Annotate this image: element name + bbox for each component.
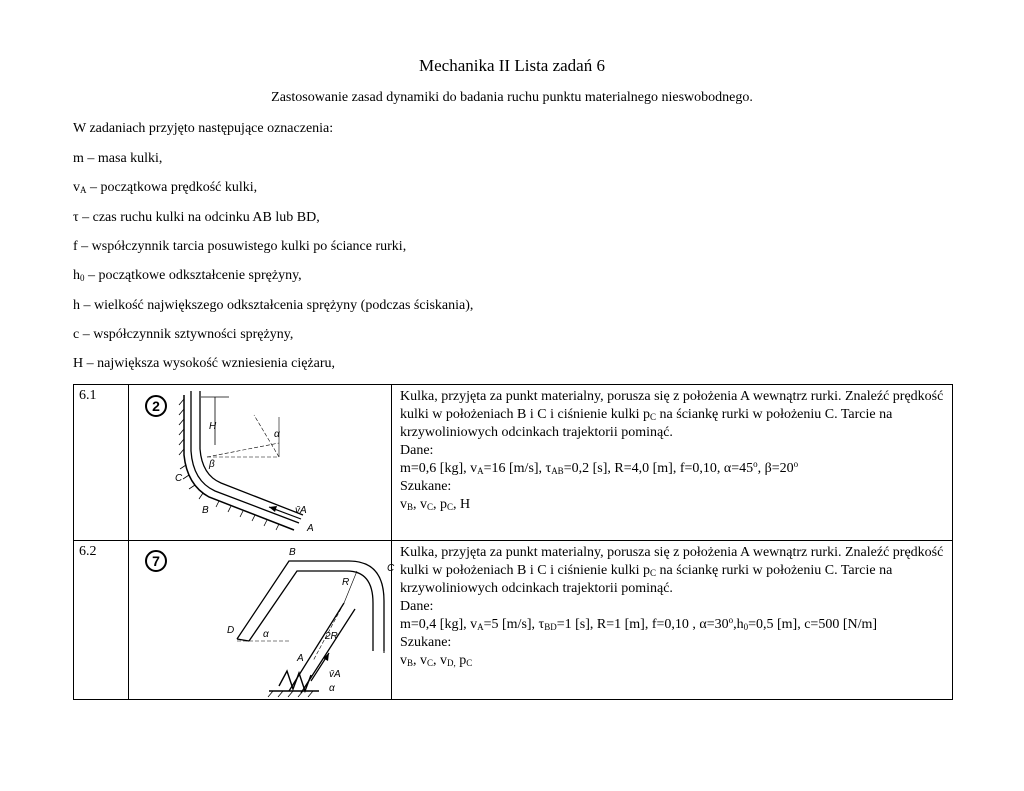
tube-inner-wall: [200, 391, 303, 515]
h0-subscript: 0: [80, 273, 85, 283]
statement-part2: na ściankę rurki w położeniu C. Tarcie na krzywoliniowych odcinkach trajektorii pominąć.: [400, 563, 893, 596]
dane-values: m=0,6 [kg], $v_A=16$ [m/s], $\tau_{AB}=0,2$ [s], R=4,0 [m], f=0,10, $\alpha=45^o$, $\beta=20^o$: [400, 459, 799, 476]
dane-label: Dane:: [400, 443, 434, 458]
figure-number: 7: [152, 553, 160, 569]
label-R: R: [342, 577, 350, 588]
label-vA: v̄A: [295, 505, 307, 516]
task-statement: [400, 388, 946, 442]
label-alpha: α: [274, 429, 280, 440]
statement-part2: na ściankę rurki w położeniu C. Tarcie na krzywoliniowych odcinkach trajektorii pominąć.: [400, 407, 893, 440]
label-D: D: [227, 625, 235, 636]
notation-m: m – masa kulki,: [73, 151, 163, 166]
label-H: H: [209, 421, 217, 432]
page-title: Mechanika II Lista zadań 6: [419, 56, 605, 75]
notation-h: h – wielkość największego odkształcenia sprężyny (podczas ściskania),: [73, 298, 474, 313]
tasks-table: [73, 384, 953, 700]
page-subtitle: Zastosowanie zasad dynamiki do badania ruchu punktu materialnego nieswobodnego.: [271, 90, 753, 105]
statement-part1: Kulka, przyjęta za punkt materialny, porusza się z położenia A wewnątrz rurki. Znaleźć prędkość kulki w położeniach B i C i ciśnienie kulki p: [400, 389, 944, 422]
task-figure: [129, 541, 395, 700]
notation-H: H – największa wysokość wzniesienia ciężaru,: [73, 356, 336, 371]
label-A: A: [307, 523, 314, 534]
tube-diagram-6-2: [129, 541, 395, 699]
notation-h0: [73, 268, 302, 284]
notation-c: c – współczynnik sztywności sprężyny,: [73, 327, 294, 342]
notation-f: f – współczynnik tarcia posuwistego kulki po ściance rurki,: [73, 239, 407, 254]
label-B: B: [289, 547, 296, 558]
label-alpha-base: α: [329, 683, 335, 694]
intro-lead: W zadaniach przyjęto następujące oznaczenia:: [73, 121, 334, 136]
task-number: 6.1: [74, 385, 129, 541]
label-B: B: [202, 505, 209, 516]
h0-description: – początkowe odkształcenie sprężyny,: [84, 268, 302, 283]
label-beta: β: [209, 459, 215, 470]
dane-label: Dane:: [400, 599, 434, 614]
radius-line: [207, 443, 279, 457]
szukane-values: $v_B$, $v_C$, $v_{D,}$ $p_C$: [400, 653, 473, 668]
vA-symbol: v: [73, 180, 80, 195]
task-row: [74, 541, 953, 700]
szukane-label: Szukane:: [400, 479, 452, 494]
velocity-arrowhead: [269, 506, 277, 512]
figure-number: 2: [152, 398, 160, 414]
tube-diagram-6-1: [129, 385, 391, 540]
label-C: C: [387, 563, 395, 574]
vA-subscript: A: [80, 185, 87, 195]
statement-sub: C: [650, 412, 657, 422]
szukane-values: $v_B$, $v_C$, $p_C$, H: [400, 497, 471, 512]
label-vA: v̄A: [329, 669, 341, 680]
h0-symbol: h: [73, 268, 80, 283]
vA-description: – początkowa prędkość kulki,: [86, 180, 258, 195]
notation-tau: τ – czas ruchu kulki na odcinku AB lub BD,: [73, 210, 320, 225]
task-text: [392, 541, 953, 700]
label-2R: 2R: [325, 631, 338, 642]
dane-values: m=0,4 [kg], $v_A=5$ [m/s], $\tau_{BD}=1$ [s], R=1 [m], f=0,10 , $\alpha=30^o,h_0=0,5$ [m], c=500 [N/m]: [400, 615, 878, 632]
task-figure: [129, 385, 392, 541]
szukane-label: Szukane:: [400, 635, 452, 650]
task-number: 6.2: [74, 541, 129, 700]
label-C: C: [175, 473, 183, 484]
statement-part1: Kulka, przyjęta za punkt materialny, porusza się z położenia A wewnątrz rurki. Znaleźć prędkość kulki w położeniach B i C i ciśnienie kulki p: [400, 545, 944, 578]
label-alpha-D: α: [263, 629, 269, 640]
statement-sub: C: [650, 568, 657, 578]
task-statement: [400, 544, 946, 598]
notation-vA: [73, 180, 257, 196]
label-A: A: [297, 653, 304, 664]
task-text: [392, 385, 953, 541]
task-row: [74, 385, 953, 541]
base-hatching: [268, 691, 313, 697]
